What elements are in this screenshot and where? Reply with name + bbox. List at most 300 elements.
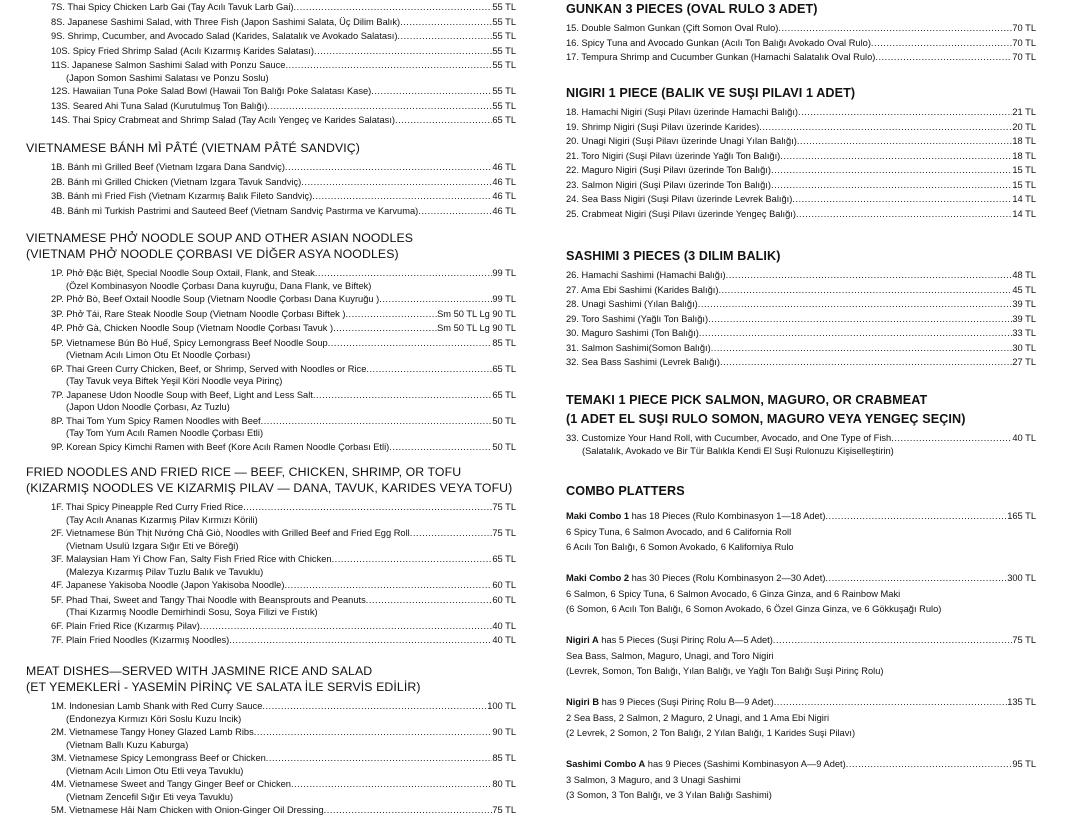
section-heading: [26, 230, 516, 262]
dot-leader: [229, 633, 492, 648]
menu-item: [566, 283, 1036, 298]
section-heading: [26, 464, 516, 496]
menu-item-price: 18 TL: [1012, 150, 1036, 161]
menu-item-price: 65 TL: [492, 115, 516, 125]
menu-item-translation: (Vietnam Usulü Izgara Sığır Eti ve Böreği): [66, 540, 239, 551]
dot-leader: [291, 777, 492, 792]
section-heading-line: (1 ADET EL SUŞI RULO SOMON, MAGURO VEYA YENGEÇ SEÇIN): [566, 412, 966, 426]
combo-contents-line: (6 Somon, 6 Acılı Ton Balığı, 6 Somon Avokado, 6 Özel Ginza Ginza, ve 6 Gökkuşağı Rulo): [566, 604, 942, 614]
menu-item-price: 46 TL: [492, 191, 516, 201]
menu-item-price: 55 TL: [492, 16, 516, 27]
menu-item-line: [51, 204, 516, 219]
menu-item-name: 18. Hamachi Nigiri (Suşi Pilavı üzerinde Hamachi Balığı): [566, 107, 798, 117]
menu-item: [566, 120, 1036, 135]
menu-item-price: 85 TL: [492, 337, 516, 348]
menu-item: [26, 578, 516, 593]
menu-item-line: [51, 84, 516, 99]
menu-item-name: 24. Sea Bass Nigiri (Suşi Pilavı üzerinde Levrek Balığı): [566, 194, 793, 204]
menu-item: [566, 149, 1036, 164]
menu-item-line: [51, 189, 516, 204]
menu-item: [566, 297, 1036, 312]
menu-item-line: [566, 341, 1036, 356]
menu-item-name: 12S. Hawaiian Tuna Poke Salad Bowl (Hawaii Ton Balığı Poke Salatası Kase): [51, 86, 372, 96]
menu-item: [26, 803, 516, 818]
combo-name: Maki Combo 2: [566, 573, 630, 583]
menu-item-price: 90 TL: [492, 727, 516, 737]
menu-item: [26, 84, 516, 99]
menu-item-translation: (Vietnam Ballı Kuzu Kaburga): [66, 739, 189, 750]
menu-item-price: 39 TL: [1012, 313, 1036, 324]
dot-leader: [314, 44, 492, 59]
dot-leader: [371, 84, 492, 99]
menu-item-name: 1F. Thai Spicy Pineapple Red Curry Fried Rice: [51, 502, 244, 512]
menu-item-translation: (Malezya Kızarmış Pilav Tuzlu Balık ve Tavuklu): [66, 566, 264, 577]
menu-item-line: [566, 431, 1036, 446]
menu-item: [566, 312, 1036, 327]
menu-item: [566, 105, 1036, 120]
menu-item: [26, 619, 516, 634]
combo-contents-line: 3 Salmon, 3 Maguro, and 3 Unagi Sashimi: [566, 774, 741, 785]
menu-item-name: 9S. Shrimp, Cucumber, and Avocado Salad (Karides, Salatalık ve Avokado Salatası): [51, 31, 398, 41]
dot-leader: [771, 163, 1012, 178]
menu-item-name: 13S. Seared Ahi Tuna Salad (Kurutulmuş Ton Balığı): [51, 100, 268, 111]
dot-leader: [332, 552, 493, 567]
menu-item: [26, 526, 516, 552]
menu-item-line: [566, 283, 1036, 298]
menu-item-price: 15 TL: [1012, 179, 1036, 190]
menu-item-name: 15. Double Salmon Gunkan (Çift Somon Oval Rulo): [566, 23, 779, 33]
menu-item-line: [51, 321, 516, 336]
dot-leader: [698, 297, 1013, 312]
menu-item-line: [51, 619, 516, 634]
menu-item: [26, 0, 516, 15]
menu-item-name: 27. Ama Ebi Sashimi (Karides Balığı): [566, 284, 719, 295]
combo-title: [566, 509, 825, 525]
dot-leader: [797, 134, 1013, 149]
menu-item-line: [566, 134, 1036, 149]
dot-leader: [846, 757, 1013, 773]
menu-item-line: [566, 36, 1036, 51]
menu-item: [566, 36, 1036, 51]
menu-section: [26, 0, 516, 128]
menu-item: [26, 29, 516, 44]
menu-item-line: [51, 414, 516, 429]
menu-item-name: 3B. Bánh mì Fried Fish (Vietnam Kızarmış Balık Fileto Sandviç): [51, 191, 313, 201]
menu-item-price: 55 TL: [492, 31, 516, 41]
dot-leader: [301, 175, 492, 190]
menu-item-name: 19. Shrimp Nigiri (Suşi Pilavı üzerinde Karides): [566, 121, 760, 132]
dot-leader: [254, 725, 493, 740]
section-heading-line: (KIZARMIŞ NOODLES VE KIZARMIŞ PILAV — DANA, TAVUK, KARIDES VEYA TOFU): [26, 481, 513, 495]
menu-item-name: 2F. Vietnamese Bún Thịt Nướng Chả Giò, Noodles with Grilled Beef and Fried Egg Roll: [51, 528, 410, 538]
menu-item-line: [566, 105, 1036, 120]
menu-item: [26, 633, 516, 648]
menu-item: [26, 44, 516, 59]
dot-leader: [773, 633, 1013, 649]
menu-item-name: 5F. Phad Thai, Sweet and Tangy Thai Noodle with Beansprouts and Peanuts: [51, 594, 366, 605]
menu-item: [26, 266, 516, 292]
dot-leader: [333, 321, 437, 336]
menu-item-translation: (Japon Udon Noodle Çorbası, Az Tuzlu): [66, 402, 230, 412]
menu-item-translation: (Thai Kızarmış Noodle Demirhindi Sosu, Soya Filizi ve Fıstık): [66, 607, 318, 617]
menu-item: [566, 268, 1036, 283]
dot-leader: [261, 414, 493, 429]
menu-item-name: 23. Salmon Nigiri (Suşi Pilavı üzerinde Ton Balığı): [566, 179, 771, 190]
menu-item-name: 6F. Plain Fried Rice (Kızarmış Pilav): [51, 620, 200, 631]
dot-leader: [718, 283, 1012, 298]
combo-block: [566, 633, 1036, 680]
dot-leader: [395, 113, 492, 128]
menu-item-line: [51, 266, 516, 281]
combo-contents-line: 6 Acılı Ton Balığı, 6 Somon Avokado, 6 Kaliforniya Rulo: [566, 542, 794, 552]
menu-item-price: 60 TL: [492, 580, 516, 590]
combo-description: has 18 Pieces (Rulo Kombinasyon 1—18 Adet): [629, 511, 826, 521]
dot-leader: [708, 312, 1012, 327]
section-heading-line: SASHIMI 3 PIECES (3 DILIM BALIK): [566, 249, 781, 263]
menu-item-name: 7F. Plain Fried Noodles (Kızarmış Noodles): [51, 635, 230, 645]
menu-item-line: [566, 178, 1036, 193]
dot-leader: [891, 431, 1012, 446]
menu-item-price: 65 TL: [492, 554, 516, 564]
menu-section: [26, 663, 516, 818]
menu-item-line: [51, 99, 516, 114]
dot-leader: [294, 0, 493, 15]
menu-item-price: 33 TL: [1012, 328, 1036, 338]
menu-item-line: [51, 440, 516, 455]
menu-item-price: 70 TL: [1012, 37, 1036, 48]
section-heading: [566, 482, 1036, 501]
menu-section: [26, 464, 516, 648]
menu-item: [26, 113, 516, 128]
dot-leader: [720, 355, 1012, 370]
section-heading-line: COMBO PLATTERS: [566, 484, 685, 498]
dot-leader: [328, 336, 493, 351]
menu-item-line: [566, 163, 1036, 178]
dot-leader: [871, 36, 1012, 51]
menu-item-name: 29. Toro Sashimi (Yağlı Ton Balığı): [566, 313, 709, 324]
menu-item-name: 17. Tempura Shrimp and Cucumber Gunkan (Hamachi Salatalık Oval Rulo): [566, 52, 876, 62]
menu-section: [566, 0, 1036, 65]
dot-leader: [285, 58, 492, 73]
menu-item-line: [566, 268, 1036, 283]
menu-section: [566, 247, 1036, 370]
menu-item: [26, 175, 516, 190]
menu-item: [26, 58, 516, 84]
menu-item-translation: (Vietnam Zencefil Sığır Eti veya Tavuklu): [66, 791, 234, 802]
menu-item-line: [51, 44, 516, 59]
menu-item-name: 1M. Indonesian Lamb Shank with Red Curry Sauce: [51, 701, 263, 711]
menu-item-line: [51, 362, 516, 377]
menu-item-name: 6P. Thai Green Curry Chicken, Beef, or Shrimp, Served with Noodles or Rice: [51, 363, 367, 374]
menu-item-price: 60 TL: [492, 594, 516, 605]
menu-item-name: 3M. Vietnamese Spicy Lemongrass Beef or Chicken: [51, 753, 266, 763]
combo-title-line: [566, 695, 1036, 711]
menu-item-line: [51, 160, 516, 175]
menu-item-line: [51, 292, 516, 307]
menu-item: [26, 500, 516, 526]
section-heading: [566, 0, 1036, 19]
menu-item-price: 39 TL: [1012, 299, 1036, 309]
section-heading-line: NIGIRI 1 PIECE (BALIK VE SUŞI PILAVI 1 ADET): [566, 86, 856, 100]
section-heading-line: FRIED NOODLES AND FRIED RICE — BEEF, CHICKEN, SHRIMP, OR TOFU: [26, 465, 462, 479]
menu-item-price: 75 TL: [492, 805, 516, 815]
dot-leader: [389, 440, 492, 455]
combo-block: [566, 757, 1036, 804]
menu-item-translation: (Tay Tom Yum Acılı Ramen Noodle Çorbası Etli): [66, 428, 264, 438]
menu-item-line: [566, 149, 1036, 164]
menu-item-name: 8P. Thai Tom Yum Spicy Ramen Noodles with Beef: [51, 415, 261, 426]
menu-item-line: [51, 633, 516, 648]
section-heading-line: VIETNAMESE PHỞ NOODLE SOUP AND OTHER ASIAN NOODLES: [26, 231, 414, 245]
dot-leader: [200, 619, 493, 634]
combo-title: [566, 695, 774, 711]
menu-item: [566, 341, 1036, 356]
menu-item-price: 45 TL: [1012, 284, 1036, 295]
menu-item-price: 27 TL: [1012, 357, 1036, 367]
menu-item-line: [566, 326, 1036, 341]
menu-item-name: 1B. Bánh mì Grilled Beef (Vietnam Izgara Dana Sandviç): [51, 162, 285, 172]
dot-leader: [774, 695, 1008, 711]
combo-description: has 5 Pieces (Suşi Pirinç Rolu A—5 Adet): [598, 635, 773, 645]
dot-leader: [418, 204, 492, 219]
menu-item-price: 65 TL: [492, 389, 516, 400]
menu-section: [566, 84, 1036, 221]
combo-contents-line: 2 Sea Bass, 2 Salmon, 2 Maguro, 2 Unagi, and 1 Ama Ebi Nigiri: [566, 712, 830, 723]
menu-item-name: 21. Toro Nigiri (Suşi Pilavı üzerinde Yağlı Ton Balığı): [566, 150, 781, 161]
menu-item-price: 46 TL: [492, 162, 516, 172]
combo-title-line: [566, 757, 1036, 773]
menu-item-name: 4P. Phở Gà, Chicken Noodle Soup (Vietnam Noodle Çorbası Tavuk ): [51, 323, 334, 333]
menu-item: [566, 355, 1036, 370]
combo-title: [566, 633, 773, 649]
menu-item-price: 99 TL: [492, 294, 516, 304]
menu-item: [26, 99, 516, 114]
menu-item-line: [51, 336, 516, 351]
menu-item-price: 40 TL: [492, 635, 516, 645]
menu-item-name: 26. Hamachi Sashimi (Hamachi Balığı): [566, 270, 726, 280]
combo-contents-line: (3 Somon, 3 Ton Balığı, ve 3 Yılan Balığı Sashimi): [566, 790, 772, 800]
section-heading: [26, 663, 516, 695]
combo-block: [566, 695, 1036, 742]
menu-item-line: [51, 113, 516, 128]
menu-item-price: 50 TL: [492, 415, 516, 426]
menu-item-price: 30 TL: [1012, 342, 1036, 353]
dot-leader: [262, 699, 487, 714]
combo-price: 75 TL: [1012, 635, 1036, 645]
menu-item-price: 55 TL: [492, 2, 516, 12]
menu-item-price: Sm 50 TL Lg 90 TL: [437, 323, 516, 333]
dot-leader: [315, 266, 493, 281]
combo-name: Nigiri A: [566, 635, 599, 645]
menu-item: [566, 50, 1036, 65]
menu-item-price: 15 TL: [1012, 165, 1036, 175]
section-heading: [566, 391, 1036, 429]
menu-item-line: [51, 578, 516, 593]
menu-item-name: 11S. Japanese Salmon Sashimi Salad with Ponzu Sauce: [51, 60, 286, 70]
menu-item-price: 70 TL: [1012, 23, 1036, 33]
dot-leader: [711, 341, 1013, 356]
menu-item: [566, 326, 1036, 341]
menu-item-name: 8S. Japanese Sashimi Salad, with Three Fish (Japon Sashimi Salata, Üç Dilim Balık): [51, 16, 401, 27]
menu-item: [26, 336, 516, 362]
menu-item: [566, 21, 1036, 36]
dot-leader: [796, 207, 1012, 222]
menu-item: [26, 362, 516, 388]
menu-item: [26, 189, 516, 204]
menu-section: [26, 230, 516, 454]
menu-item-price: 100 TL: [487, 701, 516, 711]
menu-item-price: 40 TL: [1012, 433, 1036, 443]
combo-description: has 9 Pieces (Suşi Pirinç Rolu B—9 Adet): [599, 697, 774, 707]
menu-item: [26, 440, 516, 455]
menu-item-name: 7P. Japanese Udon Noodle Soup with Beef, Light and Less Salt: [51, 389, 313, 400]
menu-item-name: 4F. Japanese Yakisoba Noodle (Japon Yakisoba Noodle): [51, 580, 285, 590]
menu-item: [566, 207, 1036, 222]
menu-item-price: 70 TL: [1012, 52, 1036, 62]
dot-leader: [410, 526, 493, 541]
menu-item: [26, 593, 516, 619]
menu-item-name: 30. Maguro Sashimi (Ton Balığı): [566, 328, 699, 338]
combo-block: [566, 571, 1036, 618]
combo-price: 300 TL: [1007, 573, 1036, 583]
menu-item: [26, 699, 516, 725]
menu-item-name: 7S. Thai Spicy Chicken Larb Gai (Tay Acılı Tavuk Larb Gai): [51, 2, 294, 12]
menu-item: [26, 552, 516, 578]
menu-item-price: 14 TL: [1012, 208, 1036, 219]
dot-leader: [825, 509, 1007, 525]
combo-name: Nigiri B: [566, 697, 600, 707]
dot-leader: [312, 189, 492, 204]
combo-contents-line: (Levrek, Somon, Ton Balığı, Yılan Balığı, ve Yağlı Ton Balığı Suşi Pirinç Rolu): [566, 666, 884, 676]
menu-item-translation: (Salatalık, Avokado ve Bir Tür Balıkla Kendi El Suşi Rulonuzu Kişiselleştirin): [582, 445, 894, 456]
dot-leader: [397, 29, 492, 44]
menu-item-price: 55 TL: [492, 45, 516, 56]
menu-item-line: [51, 803, 516, 818]
menu-item-price: 21 TL: [1012, 107, 1036, 117]
menu-item-name: 3F. Malaysian Ham Yi Chow Fan, Salty Fish Fried Rice with Chicken: [51, 554, 332, 564]
section-heading-line: GUNKAN 3 PIECES (OVAL RULO 3 ADET): [566, 2, 818, 16]
combo-title-line: [566, 509, 1036, 525]
menu-item-price: 40 TL: [492, 620, 516, 631]
dot-leader: [726, 268, 1013, 283]
menu-item-name: 2B. Bánh mì Grilled Chicken (Vietnam Izgara Tavuk Sandviç): [51, 176, 302, 187]
dot-leader: [324, 803, 493, 818]
menu-item: [26, 388, 516, 414]
menu-item-line: [51, 388, 516, 403]
section-heading-line: (ET YEMEKLERİ - YASEMİN PİRİNÇ VE SALATA İLE SERVİS EDİLİR): [26, 680, 421, 694]
menu-item: [26, 307, 516, 322]
menu-item-translation: (Tay Acılı Ananas Kızarmış Pilav Kırmızı Körili): [66, 514, 258, 525]
dot-leader: [825, 571, 1007, 587]
dot-leader: [875, 50, 1012, 65]
menu-item-line: [51, 500, 516, 515]
menu-item-line: [566, 192, 1036, 207]
menu-item-price: 18 TL: [1012, 136, 1036, 146]
menu-item-name: 3P. Phở Tái, Rare Steak Noodle Soup (Vietnam Noodle Çorbası Biftek ): [51, 308, 346, 319]
menu-item: [566, 178, 1036, 193]
menu-item-price: 55 TL: [492, 86, 516, 96]
dot-leader: [366, 593, 493, 608]
menu-item: [566, 431, 1036, 457]
menu-item: [26, 292, 516, 307]
dot-leader: [778, 21, 1012, 36]
menu-item-line: [51, 725, 516, 740]
menu-item-price: Sm 50 TL Lg 90 TL: [437, 308, 516, 319]
menu-item-line: [566, 355, 1036, 370]
combo-description: has 9 Pieces (Sashimi Kombinasyon A—9 Adet): [645, 759, 846, 769]
section-heading-line: VIETNAMESE BÁNH MÌ PÂTÉ (VIETNAM PÂTÉ SANDVIÇ): [26, 141, 360, 155]
menu-item-name: 9P. Korean Spicy Kimchi Ramen with Beef (Kore Acılı Ramen Noodle Çorbası Etli): [51, 441, 390, 452]
combo-name: Maki Combo 1: [566, 511, 630, 521]
menu-item: [26, 751, 516, 777]
menu-item-line: [51, 751, 516, 766]
menu-item-name: 4M. Vietnamese Sweet and Tangy Ginger Beef or Chicken: [51, 779, 291, 789]
menu-item-name: 16. Spicy Tuna and Avocado Gunkan (Acılı Ton Balığı Avokado Oval Rulo): [566, 37, 871, 48]
menu-item-name: 1P. Phở Đặc Biệt, Special Noodle Soup Oxtail, Flank, and Steak: [51, 268, 315, 278]
menu-item-line: [51, 593, 516, 608]
menu-item: [26, 321, 516, 336]
menu-item-name: 33. Customize Your Hand Roll, with Cucumber, Avocado, and One Type of Fish: [566, 433, 892, 443]
menu-item-line: [566, 207, 1036, 222]
combo-title: [566, 757, 846, 773]
combo-name: Sashimi Combo A: [566, 759, 646, 769]
menu-item-name: 14S. Thai Spicy Crabmeat and Shrimp Salad (Tay Acılı Yengeç ve Karides Salatası): [51, 115, 395, 125]
menu-item-translation: (Endonezya Kırmızı Köri Soslu Kuzu Incik): [66, 713, 242, 724]
combo-title-line: [566, 633, 1036, 649]
menu-item-name: 4B. Bánh mì Turkish Pastrimi and Sauteed Beef (Vietnam Sandviç Pastırma ve Karvuma): [51, 205, 419, 216]
menu-item-translation: (Tay Tavuk veya Biftek Yeşil Köri Noodle veya Pirinç): [66, 376, 283, 386]
combo-price: 165 TL: [1007, 511, 1036, 521]
menu-item-name: 31. Salmon Sashimi(Somon Balığı): [566, 342, 711, 353]
section-heading-line: (VIETNAM PHỞ NOODLE ÇORBASI VE DİĞER ASYA NOODLES): [26, 247, 399, 261]
section-heading: [26, 140, 516, 156]
dot-leader: [798, 105, 1012, 120]
dot-leader: [771, 178, 1012, 193]
menu-item: [26, 15, 516, 30]
combo-price: 95 TL: [1012, 759, 1036, 769]
menu-item-line: [51, 58, 516, 73]
combo-title-line: [566, 571, 1036, 587]
menu-item-price: 55 TL: [492, 100, 516, 111]
menu-item-price: 14 TL: [1012, 194, 1036, 204]
menu-item: [566, 192, 1036, 207]
section-heading: [566, 247, 1036, 266]
menu-item-translation: (Özel Kombinasyon Noodle Çorbası Dana kuyruğu, Dana Flank, ve Biftek): [66, 280, 372, 291]
menu-item-name: 5P. Vietnamese Bún Bò Huế, Spicy Lemongrass Beef Noodle Soup: [51, 337, 328, 348]
menu-item-translation: (Japon Somon Sashimi Salatası ve Ponzu Soslu): [66, 72, 269, 83]
dot-leader: [267, 99, 492, 114]
menu-item-name: 2P. Phở Bò, Beef Oxtail Noodle Soup (Vietnam Noodle Çorbası Dana Kuyruğu ): [51, 294, 380, 304]
dot-leader: [759, 120, 1012, 135]
menu-item-name: 22. Maguro Nigiri (Suşi Pilavı üzerinde Ton Balığı): [566, 165, 771, 175]
combo-description: has 30 Pieces (Rolu Kombinasyon 2—30 Adet): [629, 573, 826, 583]
menu-item-price: 55 TL: [492, 60, 516, 70]
menu-item-line: [51, 552, 516, 567]
menu-item-price: 46 TL: [492, 176, 516, 187]
menu-item-line: [51, 307, 516, 322]
menu-item-price: 80 TL: [492, 779, 516, 789]
dot-leader: [366, 362, 492, 377]
menu-item: [26, 204, 516, 219]
menu-item-line: [51, 699, 516, 714]
menu-item-price: 48 TL: [1012, 270, 1036, 280]
combo-contents-line: Sea Bass, Salmon, Maguro, Unagi, and Toro Nigiri: [566, 650, 774, 661]
menu-item: [26, 414, 516, 440]
section-heading: [566, 84, 1036, 103]
menu-item-price: 99 TL: [492, 268, 516, 278]
section-heading-line: TEMAKI 1 PIECE PICK SALMON, MAGURO, OR CRABMEAT: [566, 393, 928, 407]
menu-item: [26, 777, 516, 803]
